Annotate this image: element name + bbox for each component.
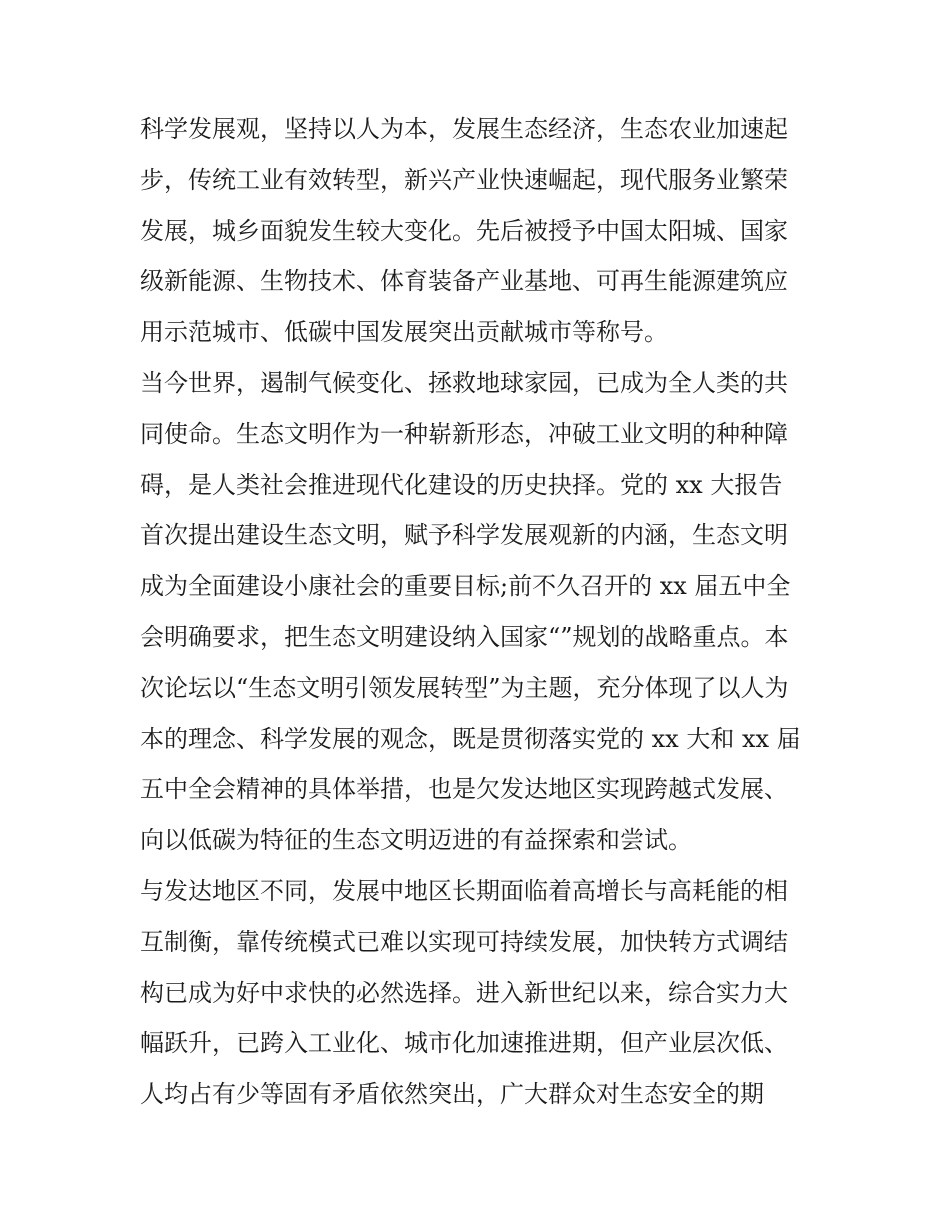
text-line: 构已成为好中求快的必然选择。进入新世纪以来，综合实力大 bbox=[140, 978, 788, 1007]
text-line: 级新能源、生物技术、体育装备产业基地、可再生能源建筑应 bbox=[140, 267, 788, 296]
text-line: 会明确要求，把生态文明建设纳入国家“”规划的战略重点。本 bbox=[140, 622, 789, 651]
text-line: 本的理念、科学发展的观念，既是贯彻落实党的 xx 大和 xx 届 bbox=[140, 724, 801, 753]
text-line: 向以低碳为特征的生态文明迈进的有益探索和尝试。 bbox=[140, 826, 692, 855]
text-line: 五中全会精神的具体举措，也是欠发达地区实现跨越式发展、 bbox=[140, 775, 788, 804]
text-line: 互制衡，靠传统模式已难以实现可持续发展，加快转方式调结 bbox=[140, 927, 788, 956]
text-line: 次论坛以“生态文明引领发展转型”为主题，充分体现了以人为 bbox=[140, 673, 789, 702]
text-line: 同使命。生态文明作为一种崭新形态，冲破工业文明的种种障 bbox=[140, 419, 788, 448]
text-line: 首次提出建设生态文明，赋予科学发展观新的内涵，生态文明 bbox=[140, 521, 788, 550]
text-line: 幅跃升，已跨入工业化、城市化加速推进期，但产业层次低、 bbox=[140, 1029, 788, 1058]
body-text bbox=[140, 104, 820, 1120]
text-line: 碍，是人类社会推进现代化建设的历史抉择。党的 xx 大报告 bbox=[140, 470, 783, 499]
text-line: 成为全面建设小康社会的重要目标;前不久召开的 xx 届五中全 bbox=[140, 572, 791, 601]
text-line: 步，传统工业有效转型，新兴产业快速崛起，现代服务业繁荣 bbox=[140, 165, 788, 194]
text-line: 与发达地区不同，发展中地区长期面临着高增长与高耗能的相 bbox=[140, 876, 788, 905]
text-line: 发展，城乡面貌发生较大变化。先后被授予中国太阳城、国家 bbox=[140, 216, 788, 245]
text-line: 用示范城市、低碳中国发展突出贡献城市等称号。 bbox=[140, 318, 668, 347]
text-line: 人均占有少等固有矛盾依然突出，广大群众对生态安全的期 bbox=[140, 1080, 764, 1109]
text-line: 当今世界，遏制气候变化、拯救地球家园，已成为全人类的共 bbox=[140, 368, 788, 397]
text-line: 科学发展观，坚持以人为本，发展生态经济，生态农业加速起 bbox=[140, 115, 788, 143]
